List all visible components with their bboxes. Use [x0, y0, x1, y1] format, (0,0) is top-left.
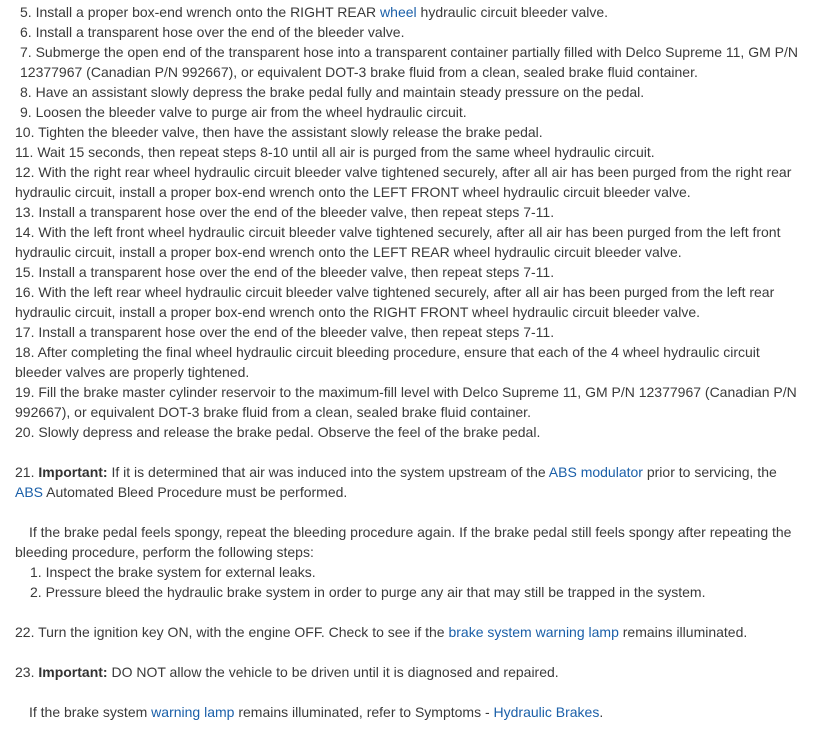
spacer — [15, 602, 806, 622]
step-22: 22. Turn the ignition key ON, with the engine OFF. Check to see if the brake system warning lamp remains illuminated. — [15, 624, 748, 640]
spacer — [15, 442, 806, 462]
final-note: If the brake system warning lamp remains illuminated, refer to Symptoms - Hydraulic Brakes. — [29, 704, 604, 720]
wheel-link[interactable]: wheel — [380, 4, 417, 20]
substep-2: 2. Pressure bleed the hydraulic brake system in order to purge any air that may still be trapped in the system. — [30, 584, 706, 600]
step-14: 14. With the left front wheel hydraulic circuit bleeder valve tightened securely, after all air has been purged from the left front hydraulic circuit, install a proper box-end wrench onto the LEFT REAR wheel hydraulic circuit bleeder valve. — [15, 224, 781, 260]
brake-system-warning-lamp-link[interactable]: brake system warning lamp — [448, 624, 619, 640]
step-15: 15. Install a transparent hose over the end of the bleeder valve, then repeat steps 7-11. — [15, 264, 555, 280]
spacer — [15, 642, 806, 662]
step-21: 21. Important: If it is determined that air was induced into the system upstream of the ABS modulator prior to servicing, the ABS Automated Bleed Procedure must be performed. — [15, 464, 777, 500]
step-19: 19. Fill the brake master cylinder reservoir to the maximum-fill level with Delco Supreme 11, GM P/N 12377967 (Canadian P/N 992667), or equivalent DOT-3 brake fluid from a clean, sealed brake fluid container. — [15, 384, 797, 420]
step-20: 20. Slowly depress and release the brake pedal. Observe the feel of the brake pedal. — [15, 424, 541, 440]
spacer — [15, 502, 806, 522]
spacer — [15, 682, 806, 702]
step-17: 17. Install a transparent hose over the end of the bleeder valve, then repeat steps 7-11. — [15, 324, 555, 340]
step-7: 7. Submerge the open end of the transparent hose into a transparent container partially filled with Delco Supreme 11, GM P/N 12377967 (Canadian P/N 992667), or equivalent DOT-3 brake fluid from a clean, sealed brake fluid container. — [20, 44, 798, 80]
step-11: 11. Wait 15 seconds, then repeat steps 8-10 until all air is purged from the same wheel hydraulic circuit. — [15, 144, 655, 160]
step-6: 6. Install a transparent hose over the end of the bleeder valve. — [20, 24, 405, 40]
step-9: 9. Loosen the bleeder valve to purge air from the wheel hydraulic circuit. — [20, 104, 467, 120]
abs-modulator-link[interactable]: ABS modulator — [548, 464, 643, 480]
hydraulic-brakes-link[interactable]: Hydraulic Brakes — [493, 704, 600, 720]
substep-1: 1. Inspect the brake system for external leaks. — [30, 564, 316, 580]
step-5: 5. Install a proper box-end wrench onto the RIGHT REAR wheel hydraulic circuit bleeder valve. — [20, 4, 609, 20]
warning-lamp-link[interactable]: warning lamp — [151, 704, 235, 720]
spongy-pedal-note: If the brake pedal feels spongy, repeat the bleeding procedure again. If the brake pedal still feels spongy after repeating the bleeding procedure, perform the following steps: — [15, 524, 792, 560]
step-12: 12. With the right rear wheel hydraulic circuit bleeder valve tightened securely, after all air has been purged from the right rear hydraulic circuit, install a proper box-end wrench onto the LEFT FRONT wheel hydraulic circuit bleeder valve. — [15, 164, 792, 200]
step-8: 8. Have an assistant slowly depress the brake pedal fully and maintain steady pressure on the pedal. — [20, 84, 645, 100]
important-label: Important: — [38, 664, 108, 680]
step-16: 16. With the left rear wheel hydraulic circuit bleeder valve tightened securely, after all air has been purged from the left rear hydraulic circuit, install a proper box-end wrench onto the RIGHT FRONT wheel hydraulic circuit bleeder valve. — [15, 284, 775, 320]
important-label: Important: — [38, 464, 108, 480]
step-10: 10. Tighten the bleeder valve, then have the assistant slowly release the brake pedal. — [15, 124, 543, 140]
abs-link[interactable]: ABS — [15, 484, 44, 500]
step-23: 23. Important: DO NOT allow the vehicle to be driven until it is diagnosed and repaired. — [15, 664, 559, 680]
step-13: 13. Install a transparent hose over the end of the bleeder valve, then repeat steps 7-11. — [15, 204, 555, 220]
step-18: 18. After completing the final wheel hydraulic circuit bleeding procedure, ensure that each of the 4 wheel hydraulic circuit bleeder valves are properly tightened. — [15, 344, 760, 380]
